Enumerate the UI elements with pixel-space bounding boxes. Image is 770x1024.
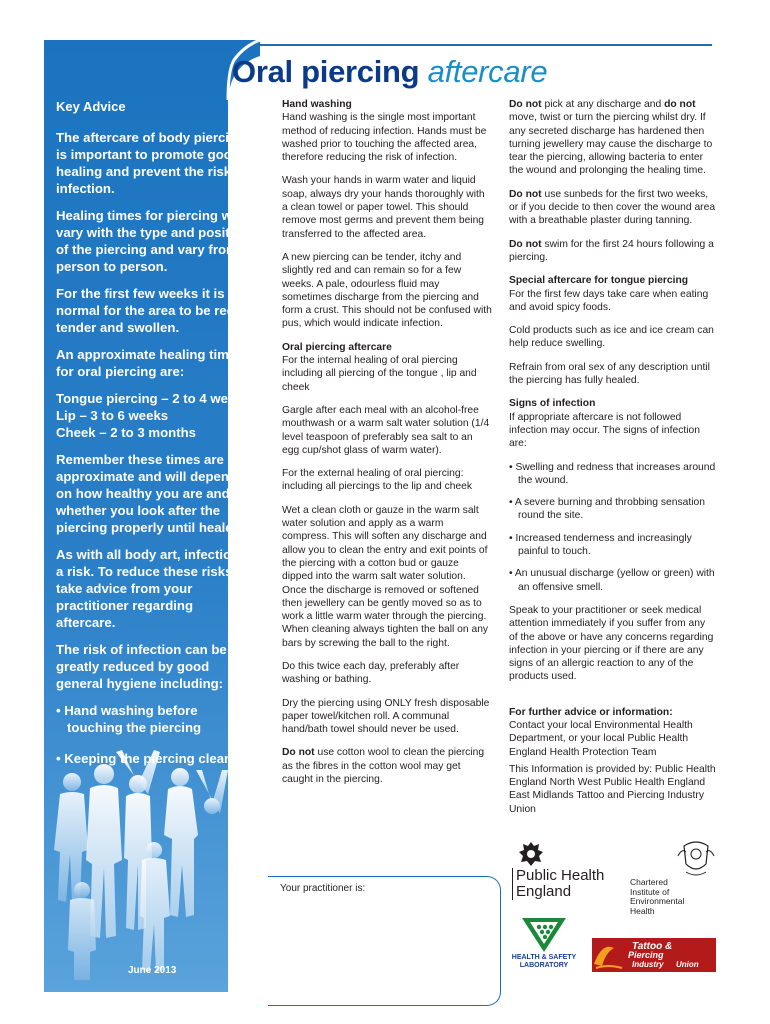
hygiene-list bbox=[56, 702, 254, 767]
title-accent: aftercare bbox=[427, 54, 548, 89]
warning-text: use sunbeds for the first two weeks, or if you decide to then cover the wound area with a breathable plaster during tanning. bbox=[509, 188, 716, 227]
do-not-label: Do not bbox=[509, 238, 542, 250]
sidebar-paragraph: The aftercare of body piercing is important to promote good healing and prevent the risk of infection. bbox=[56, 130, 248, 196]
cieh-line: Health bbox=[630, 905, 655, 916]
sign-item: • Increased tenderness and increasingly painful to touch. bbox=[509, 532, 692, 558]
signs-of-infection-heading: Signs of infection bbox=[509, 398, 596, 410]
warning-text: swim for the first 24 hours following a piercing. bbox=[509, 238, 714, 263]
signs-list bbox=[509, 461, 716, 594]
hygiene-item: • Hand washing before touching the piercing bbox=[56, 703, 202, 735]
body-paragraph: For the external healing of oral piercing: including all piercings to the lip and cheek bbox=[282, 468, 473, 493]
body-paragraph: Hand washing is the single most important method of reducing infection. Hands must be washed prior to touching the affected area, therefore reducing the risk of infection. bbox=[282, 112, 487, 164]
body-paragraph: This Information is provided by: Public Health England North West Public Health England East Midlands Tattoo and Piercing Industry Union bbox=[509, 763, 716, 815]
body-paragraph: For the internal healing of oral piercing including all piercing of the tongue , lip and cheek bbox=[282, 355, 477, 393]
further-advice-heading: For further advice or information: bbox=[509, 706, 673, 718]
warning-text: pick at any discharge and bbox=[541, 99, 665, 110]
sign-item: • An unusual discharge (yellow or green) with an offensive smell. bbox=[509, 568, 715, 593]
sidebar-paragraph: An approximate healing times for oral piercing are: bbox=[56, 347, 244, 379]
cieh-logo bbox=[626, 838, 716, 918]
phe-rule bbox=[512, 868, 513, 900]
practitioner-label: Your practitioner is: bbox=[280, 883, 366, 894]
body-paragraph: Speak to your practitioner or seek medical attention immediately if you suffer from any of the above or have any concerns regarding infection in your piercing or if there are any signs of an allergic reaction to any of the products used. bbox=[509, 604, 714, 683]
tpiu-text: Tattoo & bbox=[632, 941, 673, 952]
warning-text: move, twist or turn the piercing whilst dry. If any secreted discharge has hardened then turning jewellery may cause the discharge to tear the piercing, allowing bacteria to enter the wound and prolonging the healing time. bbox=[509, 112, 713, 177]
cieh-logo-text bbox=[630, 878, 684, 916]
tpiu-mark-icon bbox=[592, 938, 716, 972]
cieh-line: Environmental bbox=[630, 896, 685, 906]
key-advice-text bbox=[56, 98, 254, 781]
content-column-2 bbox=[509, 98, 716, 826]
sidebar-paragraph: As with all body art, infection is a risk. To reduce these risks take advice from your practitioner regarding aftercare. bbox=[56, 547, 254, 630]
body-paragraph: For the first few days take care when eating and avoid spicy foods. bbox=[509, 288, 709, 313]
phe-line: Public Health bbox=[516, 867, 605, 884]
page-title bbox=[232, 54, 547, 90]
sunbed-warning bbox=[509, 188, 716, 228]
do-not-label: do not bbox=[664, 99, 696, 110]
hsl-line: LABORATORY bbox=[519, 962, 569, 969]
tongue-aftercare-heading: Special aftercare for tongue piercing bbox=[509, 275, 689, 287]
hsl-logo-text bbox=[508, 954, 580, 970]
key-advice-heading: Key Advice bbox=[56, 99, 126, 114]
body-paragraph: Do this twice each day, preferably after washing or bathing. bbox=[282, 660, 460, 686]
body-paragraph: Gargle after each meal with an alcohol-free mouthwash or a warm salt water solution (1/4 level teaspoon of preferably sea salt to an egg cup/shot glass of warm water). bbox=[282, 404, 490, 456]
sidebar-paragraph: Remember these times are approximate and will depend on how healthy you are and whether you look after the piercing properly until healed. bbox=[56, 452, 245, 535]
hsl-logo bbox=[508, 914, 580, 976]
body-paragraph: A new piercing can be tender, itchy and slightly red and can remain so for a few weeks. A pale, odourless fluid may sometimes discharge from the piercing and form a crust. This should not be confused with pus, which would indicate infection. bbox=[282, 251, 492, 330]
body-paragraph: Contact your local Environmental Health Department, or your local Public Health England Health Protection Team bbox=[509, 719, 693, 758]
phe-logo bbox=[512, 840, 622, 902]
sidebar-panel bbox=[44, 40, 260, 992]
phe-logo-text bbox=[516, 868, 604, 899]
healing-times bbox=[56, 390, 254, 441]
body-paragraph: Dry the piercing using ONLY fresh disposable paper towel/kitchen roll. A communal hand/bath towel should never be used. bbox=[282, 697, 490, 736]
royal-crest-icon bbox=[516, 840, 546, 868]
publication-date: June 2013 bbox=[128, 965, 177, 976]
body-paragraph: Refrain from oral sex of any description until the piercing has fully healed. bbox=[509, 361, 710, 387]
tpiu-text: Industry bbox=[632, 960, 664, 969]
body-paragraph: Wash your hands in warm water and liquid soap, always dry your hands thoroughly with a clean towel or paper towel. This should remove most germs and prevent them being transferred to the affected area. bbox=[282, 175, 485, 240]
title-main: Oral piercing bbox=[232, 54, 420, 89]
tpiu-text: Piercing bbox=[628, 950, 664, 960]
tpiu-text: Union bbox=[676, 960, 699, 969]
do-not-text: use cotton wool to clean the piercing as the fibres in the cotton wool may get caught in the piercing. bbox=[282, 747, 485, 786]
healing-time-tongue: Tongue piercing – 2 to 4 weeks. bbox=[56, 391, 254, 406]
title-rule bbox=[258, 44, 712, 46]
body-paragraph: If appropriate aftercare is not followed infection may occur. The signs of infection are: bbox=[509, 411, 700, 450]
sidebar-paragraph: Healing times for piercing will vary with the type and position of the piercing and vary from person to person. bbox=[56, 208, 250, 274]
tpiu-logo bbox=[592, 938, 716, 972]
cieh-line: Institute of bbox=[630, 886, 670, 897]
phe-line: England bbox=[516, 882, 572, 900]
practitioner-box[interactable] bbox=[268, 876, 501, 1006]
cieh-line: Chartered bbox=[630, 877, 668, 887]
do-not-label: Do not bbox=[509, 188, 542, 200]
healing-time-lip: Lip – 3 to 6 weeks bbox=[56, 408, 169, 423]
sidebar-paragraph: For the first few weeks it is normal for the area to be red, tender and swollen. bbox=[56, 286, 239, 335]
hsl-line: HEALTH & SAFETY bbox=[511, 954, 577, 961]
coat-of-arms-icon bbox=[676, 838, 716, 878]
healing-time-cheek: Cheek – 2 to 3 months bbox=[56, 425, 196, 440]
sign-item: • A severe burning and throbbing sensation round the site. bbox=[509, 497, 705, 522]
do-not-label: Do not bbox=[509, 99, 542, 110]
sidebar-paragraph: The risk of infection can be greatly reduced by good general hygiene including: bbox=[56, 642, 227, 691]
hygiene-item: • Keeping the piercing clean. bbox=[56, 751, 236, 766]
cotton-wool-warning bbox=[282, 746, 492, 786]
swim-warning bbox=[509, 238, 716, 265]
body-paragraph: Cold products such as ice and ice cream can help reduce swelling. bbox=[509, 325, 714, 350]
hsl-mark-icon bbox=[508, 914, 580, 954]
oral-aftercare-heading: Oral piercing aftercare bbox=[282, 341, 392, 353]
sign-item: • Swelling and redness that increases around the wound. bbox=[509, 461, 716, 486]
discharge-warning bbox=[509, 98, 716, 178]
do-not-label: Do not bbox=[282, 747, 315, 759]
hand-washing-heading: Hand washing bbox=[282, 99, 352, 110]
body-paragraph: Wet a clean cloth or gauze in the warm salt water solution and apply as a warm compress. This will soften any discharge and allow you to clean the entry and exit points of the piercing with a cotton bud or gauze dipped into the warm salt water solution. Once the discharge is removed or softened then jewellery can be gently moved so as to work a little warm water through the piercing. When cleaning always tighten the ball on any bars by screwing the ball to the right. bbox=[282, 504, 489, 649]
content-column-1 bbox=[282, 98, 492, 796]
